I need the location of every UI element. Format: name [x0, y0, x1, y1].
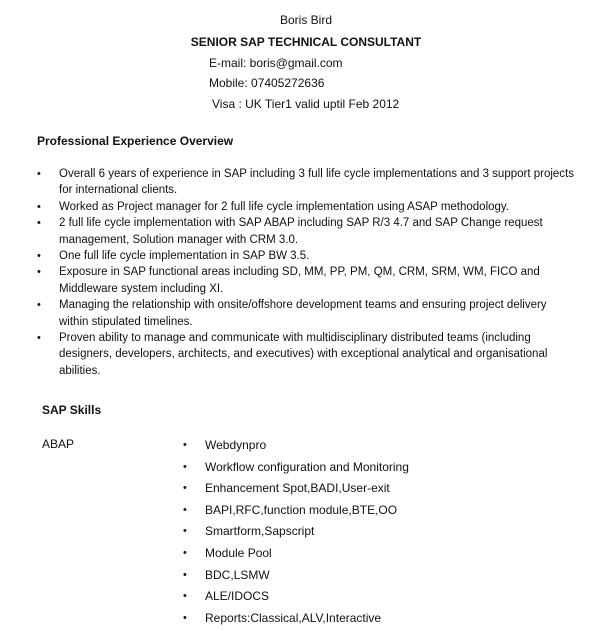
experience-item	[37, 297, 577, 330]
skill-item	[183, 437, 409, 459]
skill-item-text: BAPI,RFC,function module,BTE,OO	[205, 502, 398, 517]
skill-category-label: ABAP	[42, 437, 75, 451]
bullet-icon: •	[183, 568, 187, 581]
experience-item	[37, 215, 577, 248]
skill-item-text: Workflow configuration and Monitoring	[205, 459, 409, 474]
skill-item-text: Module Pool	[205, 545, 272, 560]
bullet-icon: •	[37, 217, 41, 230]
skill-item	[183, 459, 409, 481]
skill-item	[183, 523, 409, 545]
bullet-icon: •	[183, 439, 187, 451]
email-line: E-mail: boris@gmail.com	[209, 56, 343, 70]
experience-item	[37, 199, 577, 215]
visa-line: Visa : UK Tier1 valid uptil Feb 2012	[212, 97, 400, 111]
experience-item	[37, 248, 577, 264]
bullet-icon: •	[183, 546, 187, 559]
skill-item-text: Webdynpro	[205, 438, 267, 452]
skill-item	[183, 502, 409, 524]
skill-item-text: ALE/IDOCS	[205, 589, 270, 604]
experience-item-text: Proven ability to manage and communicate with multidisciplinary distributed teams (including designers, developers, architects, and executives) with exceptional analytical and organisational abilities.	[59, 332, 548, 377]
bullet-icon: •	[37, 200, 41, 213]
bullet-icon: •	[183, 590, 187, 603]
skill-item-text: Enhancement Spot,BADI,User-exit	[205, 481, 390, 496]
experience-heading: Professional Experience Overview	[37, 134, 234, 148]
mobile-line: Mobile: 07405272636	[209, 76, 325, 90]
experience-item	[37, 264, 577, 297]
bullet-icon: •	[37, 168, 41, 180]
experience-item	[37, 166, 577, 199]
experience-item	[37, 330, 577, 379]
skill-item	[183, 567, 409, 589]
experience-item-text: Exposure in SAP functional areas including SD, MM, PP, PM, QM, CRM, SRM, WM, FICO and Middleware system including XI.	[59, 266, 540, 295]
skill-item-text: Smartform,Sapscript	[205, 524, 315, 539]
skill-item-text: BDC,LSMW	[205, 567, 270, 582]
bullet-icon: •	[37, 250, 41, 263]
skill-item	[183, 545, 409, 567]
bullet-icon: •	[183, 503, 187, 516]
candidate-name: Boris Bird	[279, 13, 332, 27]
skill-item	[183, 588, 409, 610]
skill-item-text: Reports:Classical,ALV,Interactive	[205, 610, 382, 625]
experience-item-text: Worked as Project manager for 2 full life cycle implementation using ASAP methodology.	[59, 200, 510, 213]
experience-item-text: Managing the relationship with onsite/offshore development teams and ensuring project delivery within stipulated timelines.	[59, 299, 547, 328]
bullet-icon: •	[37, 332, 41, 345]
bullet-icon: •	[183, 611, 187, 624]
bullet-icon: •	[183, 460, 187, 473]
job-title: SENIOR SAP TECHNICAL CONSULTANT	[190, 35, 422, 49]
bullet-icon: •	[183, 482, 187, 495]
skills-list	[183, 437, 409, 631]
bullet-icon: •	[37, 299, 41, 312]
bullet-icon: •	[37, 266, 41, 279]
experience-list	[37, 166, 577, 379]
skill-item	[183, 480, 409, 502]
experience-item-text: Overall 6 years of experience in SAP including 3 full life cycle implementations and 3 support projects for international clients.	[59, 168, 575, 197]
experience-item-text: One full life cycle implementation in SAP BW 3.5.	[59, 250, 310, 263]
skills-heading: SAP Skills	[42, 403, 102, 417]
bullet-icon: •	[183, 525, 187, 538]
experience-item-text: 2 full life cycle implementation with SAP ABAP including SAP R/3 4.7 and SAP Change request management, Solution manager with CRM 3.0.	[59, 217, 543, 246]
